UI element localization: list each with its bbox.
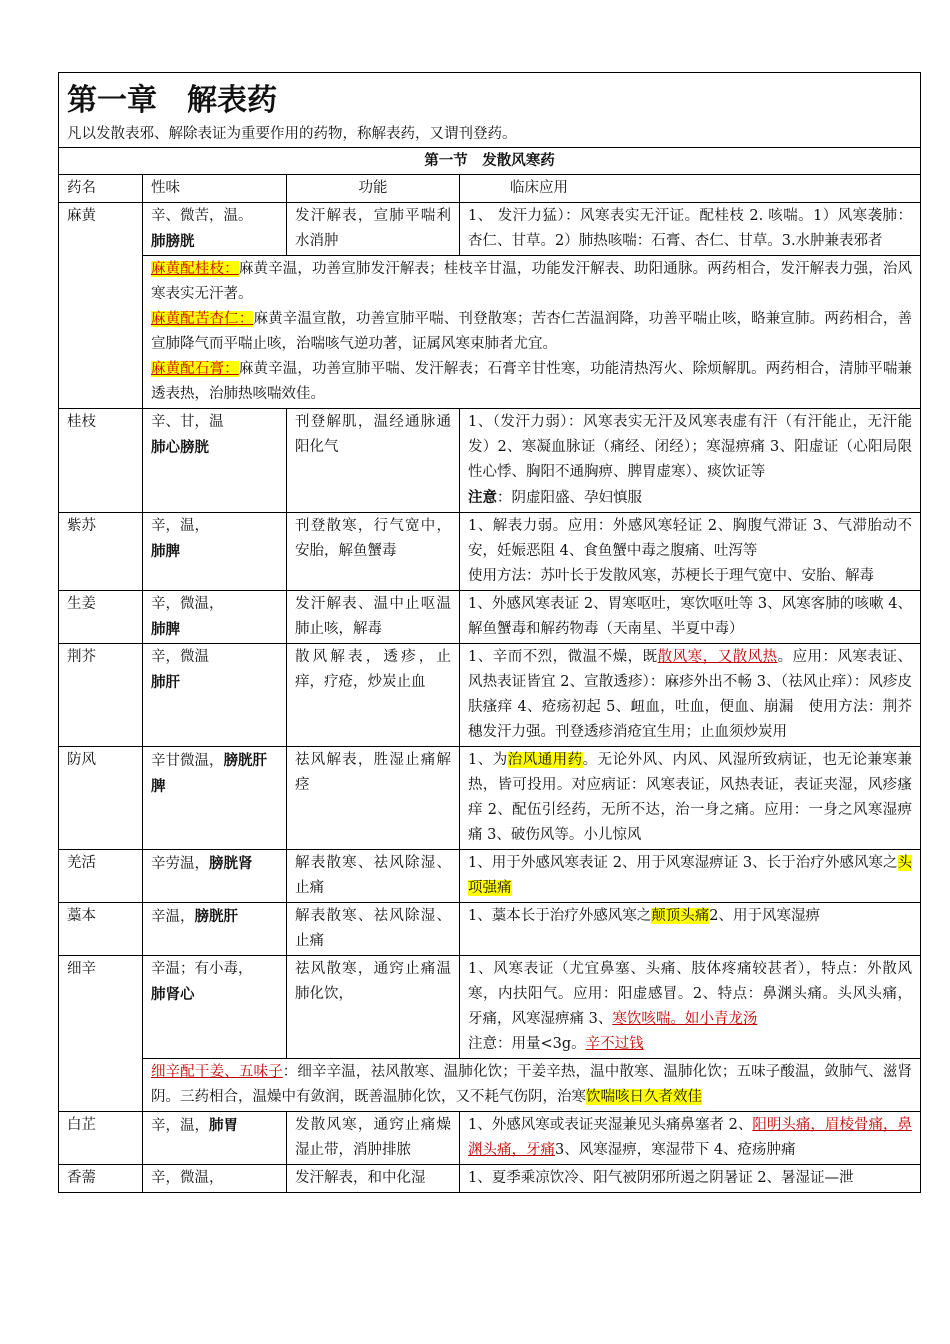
herb-row-zisu <box>59 513 921 591</box>
clinical-text-block <box>468 957 912 1032</box>
header-function: 功能 <box>287 175 460 203</box>
herb-name: 荆芥 <box>59 644 143 747</box>
meridian-text: 肺膀胱 <box>151 233 195 250</box>
clinical-emphasis: 阳明头痛，眉棱骨痛，鼻渊头痛，牙痛 <box>468 1117 912 1158</box>
herb-function: 散风解表，透疹，止痒，疗疮，炒炭止血 <box>287 644 460 747</box>
pairing-text: 麻黄辛温宣散，功善宣肺平喘、刊登散寒；苦杏仁苦温润降，功善平喘止咳，略兼宣肺。两药相合，善宣肺降气而平喘止咳，治喘咳气逆功著，证属风寒束肺者尤宜。 <box>151 311 913 352</box>
meridian-text: 膀胱肝 <box>194 908 238 925</box>
note-label: 注意 <box>468 489 497 506</box>
clinical-highlight: 治风通用药 <box>507 752 583 768</box>
clinical-text: 1、为 <box>468 752 508 768</box>
herb-clinical: 1、外感风寒表证 2、胃寒呕吐，寒饮呕吐等 3、风寒客肺的咳嗽 4、解鱼蟹毒和解药物毒（天南星、半夏中毒） <box>460 591 921 644</box>
meridian-text: 肺脾 <box>151 543 180 560</box>
header-nature: 性味 <box>143 175 287 203</box>
clinical-note <box>468 1032 912 1057</box>
herb-nature <box>143 903 287 956</box>
meridian-text: 肺心膀胱 <box>151 439 209 456</box>
herb-function: 发散风寒，通窍止痛燥湿止带，消肿排脓 <box>287 1112 460 1165</box>
herb-function: 祛风散寒，通窍止痛温肺化饮， <box>287 956 460 1059</box>
pairing-highlight: 饮喘咳日久者效佳 <box>586 1089 702 1105</box>
meridian-text: 膀胱肾 <box>209 855 253 872</box>
note-text: 注意：用量<3g。 <box>468 1036 586 1052</box>
clinical-text: 1、外感风寒或表证夹湿兼见头痛鼻塞者 2、 <box>468 1117 753 1133</box>
meridian-text: 肺肾心 <box>151 986 195 1003</box>
chapter-title: 第一章 解表药 <box>67 83 277 118</box>
herb-row-shengjiang <box>59 591 921 644</box>
herb-pairing-row <box>59 1059 921 1112</box>
herb-row-gaoben <box>59 903 921 956</box>
clinical-text: 1、藁本长于治疗外感风寒之 <box>468 908 652 924</box>
meridian-text: 肺肝 <box>151 674 180 691</box>
pairing-label: 麻黄配石膏： <box>151 361 239 377</box>
clinical-emphasis: 散风寒，又散风热 <box>657 649 778 665</box>
pairing-label: 麻黄配桂枝： <box>151 261 239 277</box>
herb-name: 藁本 <box>59 903 143 956</box>
herb-name: 桂枝 <box>59 409 143 513</box>
herb-row-xixin <box>59 956 921 1059</box>
clinical-highlight: 头项强痛 <box>468 855 912 896</box>
herb-clinical <box>460 956 921 1059</box>
header-name: 药名 <box>59 175 143 203</box>
note-emphasis: 辛不过钱 <box>585 1036 644 1052</box>
pairing-label: 麻黄配苦杏仁： <box>151 311 254 327</box>
pairing-cell <box>143 1059 921 1112</box>
herb-nature <box>143 591 287 644</box>
clinical-text: 3、风寒湿痹，寒湿带下 4、疮疡肿痛 <box>555 1142 796 1158</box>
herb-clinical <box>460 513 921 591</box>
herb-clinical <box>460 409 921 513</box>
pairing-text: 麻黄辛温，功善宣肺发汗解表；桂枝辛甘温，功能发汗解表、助阳通脉。两药相合，发汗解表力强，治风寒表实无汗著。 <box>151 261 913 302</box>
column-header-row <box>59 175 921 203</box>
herb-nature: 辛，微温， <box>143 1165 287 1193</box>
herb-row-mahuang <box>59 203 921 256</box>
nature-text: 辛、甘，温 <box>151 414 224 430</box>
clinical-emphasis: 寒饮咳喘。如小青龙汤 <box>612 1011 758 1027</box>
herb-function: 刊登散寒，行气宽中，安胎，解鱼蟹毒 <box>287 513 460 591</box>
herb-function: 解表散寒、祛风除湿、止痛 <box>287 903 460 956</box>
nature-text: 辛温， <box>151 909 195 925</box>
clinical-text: 2、用于风寒湿痹 <box>709 908 820 924</box>
herb-name: 细辛 <box>59 956 143 1112</box>
herb-function: 祛风解表，胜湿止痛解痉 <box>287 747 460 850</box>
meridian-text: 肺脾 <box>151 621 180 638</box>
herb-name: 白芷 <box>59 1112 143 1165</box>
herb-clinical: 1、 发汗力猛）：风寒表实无汗证。配桂枝 2. 咳喘。1）风寒袭肺：杏仁、甘草。2）肺热咳喘：石膏、杏仁、甘草。3.水肿兼表邪者 <box>460 203 921 256</box>
herb-row-guizhi <box>59 409 921 513</box>
meridian-text: 肺胃 <box>209 1117 238 1134</box>
herb-nature <box>143 956 287 1059</box>
pairing-label: 细辛配干姜、五味子 <box>151 1064 283 1080</box>
herb-pairing-row <box>59 256 921 409</box>
nature-text: 辛，温， <box>151 518 209 534</box>
herb-row-xiangru <box>59 1165 921 1193</box>
meridian-text: 膀胱肝脾 <box>151 752 267 795</box>
herb-clinical <box>460 644 921 747</box>
nature-text: 辛劳温， <box>151 856 209 872</box>
nature-text: 辛，温， <box>151 1118 209 1134</box>
chapter-intro: 凡以发散表邪、解除表证为重要作用的药物，称解表药，又谓刊登药。 <box>67 126 517 142</box>
herb-clinical <box>460 850 921 903</box>
clinical-text: 1、辛而不烈，微温不燥，既 <box>468 649 658 665</box>
herb-name: 羌活 <box>59 850 143 903</box>
herb-name: 麻黄 <box>59 203 143 409</box>
clinical-text: 。无论外风、内风、风湿所致病证，也无论兼寒兼热，皆可投用。对应病证：风寒表证，风热表证，表证夹湿，风疹瘙痒 2、配伍引经药，无所不达，治一身之痛。应用：一身之风寒湿痹痛 3、破伤风等。小儿惊风 <box>468 752 913 843</box>
chapter-header-cell <box>59 73 921 148</box>
herb-clinical <box>460 747 921 850</box>
herb-row-baizhi <box>59 1112 921 1165</box>
clinical-text: 1、（发汗力弱）：风寒表实无汗及风寒表虚有汗（有汗能止，无汗能发）2、寒凝血脉证（痛经、闭经）；寒湿痹痛 3、阳虚证（心阳局限性心悸、胸阳不通胸痹、脾胃虚寒）、痰饮证等 <box>468 414 912 480</box>
pairing-cell <box>143 256 921 409</box>
clinical-text: 1、风寒表证（尤宜鼻塞、头痛、肢体疼痛较甚者），特点：外散风寒，内扶阳气。应用：阳虚感冒。2、特点：鼻渊头痛。头风头痛，牙痛，风寒湿痹痛 3、 <box>468 961 912 1027</box>
herb-name: 香薷 <box>59 1165 143 1193</box>
herb-clinical: 1、夏季乘凉饮冷、阳气被阴邪所遏之阴暑证 2、暑湿证—泄 <box>460 1165 921 1193</box>
header-clinical <box>460 175 921 203</box>
chapter-header-row <box>59 73 921 148</box>
nature-text: 辛温；有小毒， <box>151 961 253 977</box>
herb-nature <box>143 850 287 903</box>
herb-name: 防风 <box>59 747 143 850</box>
nature-text: 辛，微温， <box>151 596 224 612</box>
herb-nature <box>143 513 287 591</box>
herb-function: 发汗解表，和中化湿 <box>287 1165 460 1193</box>
herb-name: 紫苏 <box>59 513 143 591</box>
section-header-row <box>59 148 921 175</box>
usage-text: 使用方法：苏叶长于发散风寒，苏梗长于理气宽中、安胎、解毒 <box>468 568 874 584</box>
nature-text: 辛甘微温， <box>151 753 224 769</box>
herb-function: 发汗解表、温中止呕温肺止咳，解毒 <box>287 591 460 644</box>
nature-text: 辛，微温 <box>151 649 209 665</box>
herb-nature <box>143 409 287 513</box>
herb-nature <box>143 1112 287 1165</box>
herb-name: 生姜 <box>59 591 143 644</box>
pairing-text: 麻黄辛温，功善宣肺平喘、发汗解表；石膏辛甘性寒，功能清热泻火、除烦解肌。两药相合，清肺平喘兼透表热，治肺热咳喘效佳。 <box>151 361 913 402</box>
clinical-highlight: 颠顶头痛 <box>651 908 710 924</box>
clinical-text: 1、解表力弱。应用：外感风寒轻证 2、胸腹气滞证 3、气滞胎动不安，妊娠恶阻 4、食鱼蟹中毒之腹痛、吐泻等 <box>468 518 912 559</box>
section-title: 第一节 发散风寒药 <box>59 148 921 175</box>
clinical-note <box>468 485 912 511</box>
herb-nature <box>143 203 287 256</box>
note-text: ：阴虚阳盛、孕妇慎服 <box>497 490 642 506</box>
clinical-text: 1、用于外感风寒表证 2、用于风寒湿痹证 3、长于治疗外感风寒之 <box>468 855 898 871</box>
nature-text: 辛、微苦，温。 <box>151 208 253 224</box>
herb-nature <box>143 644 287 747</box>
herb-function: 刊登解肌，温经通脉通阳化气 <box>287 409 460 513</box>
herb-table <box>58 72 921 1193</box>
herb-function: 解表散寒、祛风除湿、止痛 <box>287 850 460 903</box>
herb-clinical <box>460 903 921 956</box>
herb-row-jingjie <box>59 644 921 747</box>
header-clinical-label: 临床应用 <box>510 180 568 196</box>
herb-clinical <box>460 1112 921 1165</box>
pairing-text: ：细辛辛温，祛风散寒、温肺化饮；干姜辛热，温中散寒、温肺化饮；五味子酸温，敛肺气、滋肾阴。三药相合，温燥中有敛润，既善温肺化饮，又不耗气伤阴，治寒 <box>151 1064 913 1105</box>
herb-row-fangfeng <box>59 747 921 850</box>
herb-function: 发汗解表，宣肺平喘利水消肿 <box>287 203 460 256</box>
herb-row-qianghuo <box>59 850 921 903</box>
herb-nature <box>143 747 287 850</box>
clinical-text: 。应用：风寒表证、风热表证皆宜 2、宣散透疹）：麻疹外出不畅 3、（祛风止痒）：风疹皮肤瘙痒 4、疮疡初起 5、衄血，吐血，便血、崩漏 使用方法：荆芥穗发汗力强。刊登透疹消疮宜生用；止血须炒炭用 <box>468 649 912 740</box>
